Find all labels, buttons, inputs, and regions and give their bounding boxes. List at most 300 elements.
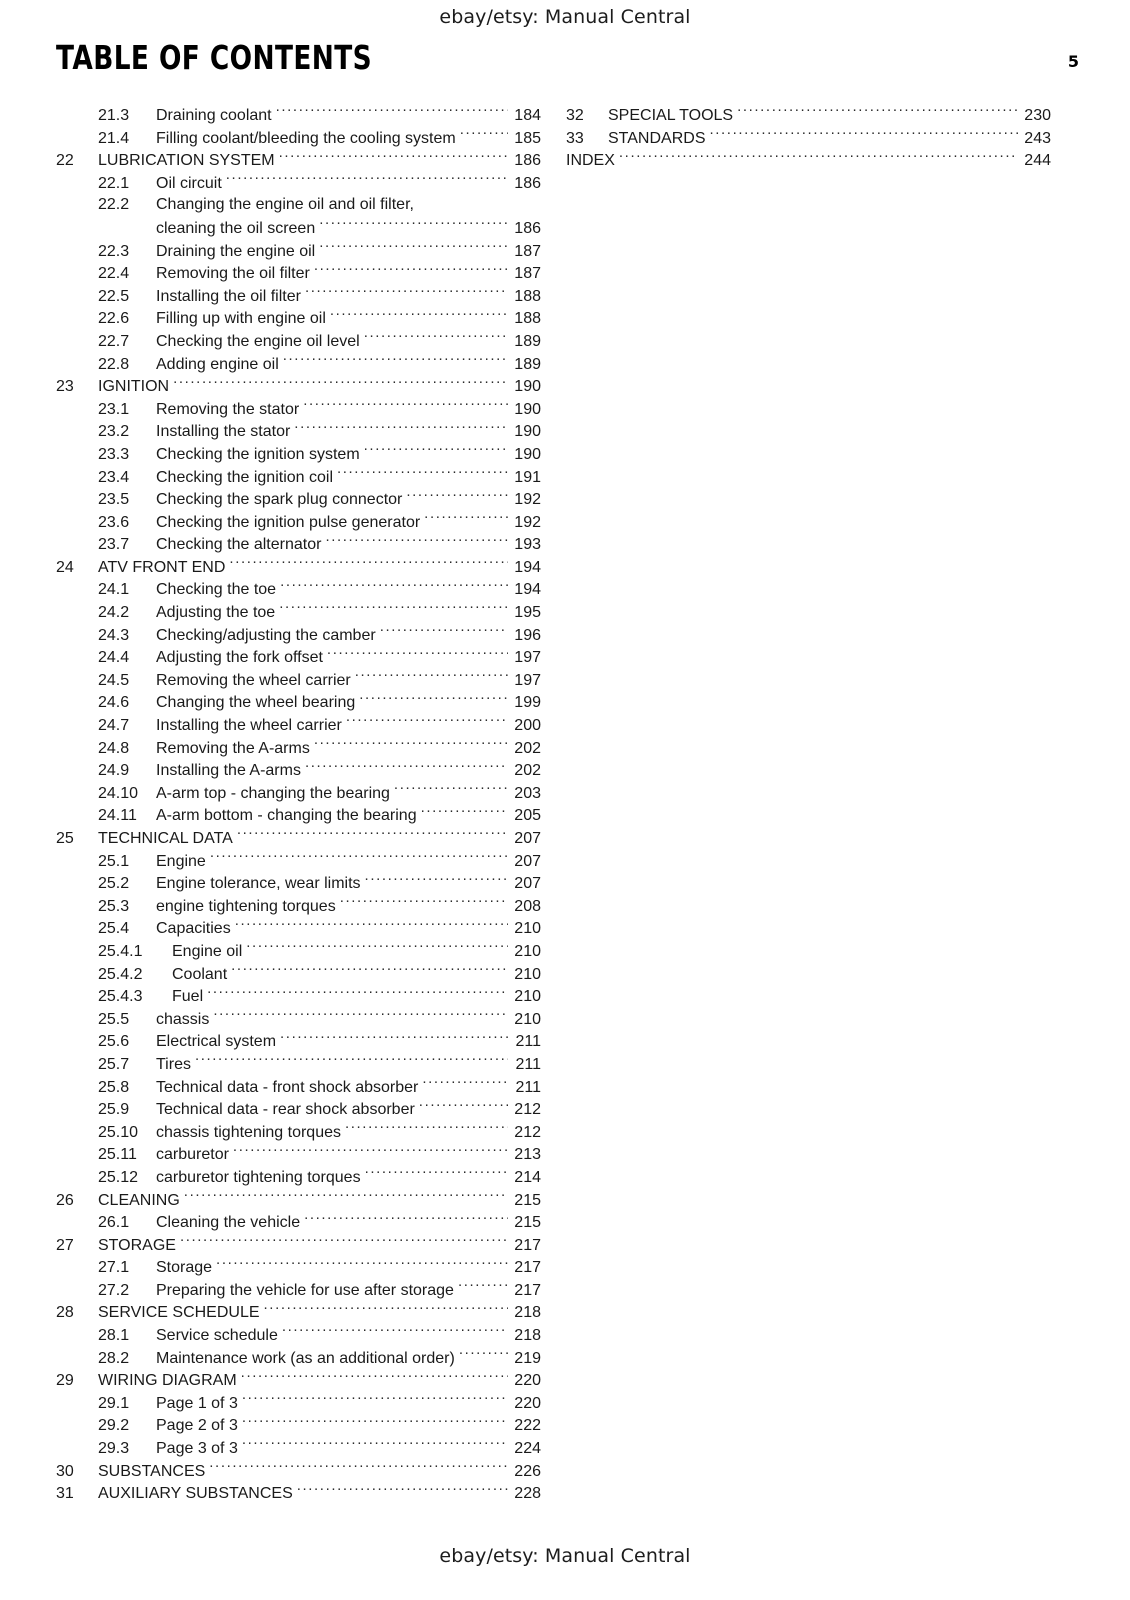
watermark-footer: ebay/etsy: Manual Central — [439, 1545, 691, 1567]
toc-entry-page: 194 — [514, 558, 541, 576]
toc-entry-number: 23.4 — [98, 468, 130, 486]
toc-entry-number: 25.10 — [98, 1123, 139, 1141]
toc-entry-label: Changing the engine oil and oil filter, — [156, 196, 414, 214]
toc-entry-number: 22.8 — [98, 355, 130, 373]
toc-entry-page: 213 — [514, 1146, 541, 1164]
dot-leader — [394, 782, 508, 798]
dot-leader — [325, 533, 508, 549]
toc-entry-label: Engine tolerance, wear limits — [156, 875, 361, 893]
toc-entry[interactable] — [56, 511, 541, 534]
toc-entry-label: Electrical system — [156, 1033, 277, 1051]
toc-column-right — [566, 104, 1051, 172]
toc-entry-number: 32 — [566, 107, 584, 124]
toc-entry-page: 202 — [514, 739, 541, 757]
dot-leader — [195, 1053, 508, 1069]
toc-entry-label: TECHNICAL DATA — [98, 830, 233, 847]
dot-leader — [365, 872, 508, 888]
toc-entry-page: 211 — [515, 1033, 541, 1051]
toc-entry-label: Filling up with engine oil — [156, 310, 326, 328]
toc-entry-number: 26 — [56, 1191, 74, 1209]
toc-entry[interactable] — [56, 646, 541, 669]
toc-entry-number: 25.8 — [98, 1078, 130, 1096]
dot-leader — [380, 624, 508, 640]
toc-entry-page: 220 — [514, 1394, 541, 1412]
toc-entry-number: 21.4 — [98, 129, 130, 147]
toc-entry-page: 193 — [514, 536, 541, 554]
toc-entry-label: Capacities — [156, 920, 231, 938]
dot-leader — [406, 488, 508, 504]
toc-entry-page: 244 — [1024, 152, 1051, 170]
dot-leader — [364, 443, 508, 459]
toc-entry-number: 25.11 — [98, 1146, 137, 1164]
toc-column-left — [56, 104, 541, 1505]
toc-entry-number: 29 — [56, 1372, 74, 1390]
toc-entry-number: 24.9 — [98, 762, 130, 780]
dot-leader — [314, 737, 508, 753]
toc-entry[interactable] — [56, 1482, 541, 1505]
toc-entry[interactable] — [56, 895, 541, 918]
toc-entry-label: Technical data - front shock absorber — [156, 1078, 419, 1096]
toc-entry-number: 22.7 — [98, 332, 130, 350]
toc-entry-page: 192 — [514, 491, 541, 509]
toc-entry[interactable] — [56, 1256, 541, 1279]
dot-leader — [359, 691, 508, 707]
toc-entry[interactable] — [56, 578, 541, 601]
toc-entry-label: Draining the engine oil — [156, 242, 316, 260]
dot-leader — [619, 149, 1018, 165]
toc-entry[interactable] — [56, 1166, 541, 1189]
toc-entry-number: 25.4.1 — [98, 942, 143, 960]
toc-entry[interactable] — [56, 1121, 541, 1144]
toc-entry[interactable] — [56, 624, 541, 647]
toc-entry-number: 22 — [56, 152, 74, 170]
toc-entry-label: Installing the stator — [156, 423, 291, 441]
toc-entry[interactable] — [56, 1053, 541, 1076]
toc-entry[interactable] — [56, 804, 541, 827]
toc-entry-label: LUBRICATION SYSTEM — [98, 152, 275, 170]
toc-entry-number: 25.4.2 — [98, 965, 143, 983]
toc-entry-label: Cleaning the vehicle — [156, 1214, 301, 1232]
toc-entry-label: Filling coolant/bleeding the cooling system — [156, 129, 456, 147]
dot-leader — [364, 330, 508, 346]
toc-entry-number: 28.1 — [98, 1327, 130, 1345]
toc-entry[interactable] — [56, 827, 541, 850]
dot-leader — [246, 940, 508, 956]
toc-entry-number: 23 — [56, 378, 74, 396]
toc-entry-number: 24.11 — [98, 807, 137, 825]
dot-leader — [210, 850, 508, 866]
toc-entry-label: engine tightening torques — [156, 897, 336, 915]
toc-entry-number: 25.9 — [98, 1101, 130, 1119]
toc-entry-number: 25.3 — [98, 897, 130, 915]
dot-leader — [319, 240, 508, 256]
toc-entry-number: 26.1 — [98, 1214, 130, 1232]
toc-entry[interactable] — [56, 601, 541, 624]
toc-entry-page: 190 — [514, 400, 541, 418]
toc-entry-label: SUBSTANCES — [98, 1462, 206, 1480]
toc-entry-label: carburetor tightening torques — [156, 1168, 361, 1186]
toc-entry-page: 215 — [514, 1191, 541, 1209]
toc-entry-number: 21.3 — [98, 107, 130, 124]
toc-entry-number: 23.5 — [98, 491, 130, 509]
dot-leader — [237, 827, 508, 843]
toc-entry-page: 222 — [514, 1417, 541, 1435]
toc-entry[interactable] — [56, 1008, 541, 1031]
dot-leader — [340, 895, 508, 911]
dot-leader — [458, 1279, 508, 1295]
dot-leader — [305, 285, 508, 301]
toc-entry[interactable] — [56, 1460, 541, 1483]
toc-entry-label: STANDARDS — [608, 129, 706, 147]
toc-entry[interactable] — [56, 398, 541, 421]
toc-entry[interactable] — [566, 127, 1051, 150]
dot-leader — [345, 1121, 508, 1137]
toc-entry-page: 202 — [514, 762, 541, 780]
toc-entry-label: SPECIAL TOOLS — [608, 107, 734, 124]
toc-entry[interactable] — [566, 149, 1051, 172]
toc-entry-number: 22.1 — [98, 174, 130, 192]
dot-leader — [233, 1143, 508, 1159]
toc-entry-number: 25.4.3 — [98, 988, 143, 1006]
toc-entry[interactable] — [56, 420, 541, 443]
toc-entry[interactable] — [56, 353, 541, 376]
toc-entry[interactable] — [56, 691, 541, 714]
toc-entry-page: 203 — [514, 784, 541, 802]
dot-leader — [279, 149, 508, 165]
toc-entry-label: Adding engine oil — [156, 355, 279, 373]
toc-entry[interactable] — [56, 285, 541, 308]
toc-entry-label: chassis — [156, 1010, 210, 1028]
toc-entry-page: 191 — [514, 468, 541, 486]
toc-entry-page: 192 — [514, 513, 541, 531]
toc-entry-label: Adjusting the toe — [156, 604, 276, 622]
toc-entry-label: ATV FRONT END — [98, 558, 226, 576]
toc-entry-page: 212 — [514, 1123, 541, 1141]
toc-entry-label: Engine oil — [172, 942, 243, 960]
dot-leader — [337, 466, 508, 482]
toc-entry-number: 27.1 — [98, 1259, 130, 1277]
toc-entry-number: 30 — [56, 1462, 74, 1480]
toc-entry-number: 24.1 — [98, 581, 130, 599]
toc-entry[interactable] — [56, 1279, 541, 1302]
toc-entry-label: Changing the wheel bearing — [156, 694, 356, 712]
dot-leader — [235, 917, 508, 933]
page-number: 5 — [1067, 52, 1079, 71]
toc-entry[interactable] — [56, 104, 541, 127]
toc-entry[interactable] — [56, 1030, 541, 1053]
toc-entry[interactable] — [56, 917, 541, 940]
toc-entry-label: Installing the wheel carrier — [156, 717, 342, 735]
toc-entry-page: 186 — [514, 174, 541, 192]
dot-leader — [213, 1008, 508, 1024]
toc-entry-page: 199 — [514, 694, 541, 712]
toc-entry-number: 25.6 — [98, 1033, 130, 1051]
toc-entry-number: 23.7 — [98, 536, 130, 554]
toc-entry-label: Installing the A-arms — [156, 762, 301, 780]
toc-entry-page: 210 — [514, 920, 541, 938]
dot-leader — [279, 601, 508, 617]
toc-entry[interactable] — [56, 963, 541, 986]
toc-entry-number: 23.2 — [98, 423, 130, 441]
dot-leader — [303, 398, 508, 414]
dot-leader — [276, 104, 508, 120]
watermark-header: ebay/etsy: Manual Central — [439, 6, 691, 28]
toc-entry-page: 186 — [514, 219, 541, 237]
dot-leader — [305, 759, 508, 775]
toc-entry-label: Checking the engine oil level — [156, 332, 360, 350]
toc-entry-label: Page 3 of 3 — [156, 1440, 238, 1458]
toc-entry-number: 27.2 — [98, 1281, 130, 1299]
toc-entry-number: 24 — [56, 558, 74, 576]
toc-entry[interactable] — [56, 1347, 541, 1370]
toc-entry[interactable] — [56, 194, 541, 239]
dot-leader — [242, 1392, 508, 1408]
toc-entry-page: 200 — [514, 717, 541, 735]
toc-entry[interactable] — [566, 104, 1051, 127]
dot-leader — [216, 1256, 508, 1272]
toc-entry-page: 210 — [514, 965, 541, 983]
toc-entry-page: 189 — [514, 332, 541, 350]
dot-leader — [327, 646, 508, 662]
toc-entry[interactable] — [56, 714, 541, 737]
toc-entry-page: 195 — [514, 604, 541, 622]
toc-entry-number: 24.10 — [98, 784, 139, 802]
toc-entry-page: 226 — [514, 1462, 541, 1480]
dot-leader — [314, 262, 508, 278]
dot-leader — [365, 1166, 508, 1182]
toc-entry-label: Tires — [156, 1055, 191, 1073]
toc-entry-page: 217 — [514, 1259, 541, 1277]
toc-entry-label: Checking the ignition pulse generator — [156, 513, 421, 531]
toc-entry-page: 220 — [514, 1372, 541, 1390]
toc-entry-page: 243 — [1024, 129, 1051, 147]
toc-entry-number: 28 — [56, 1304, 74, 1322]
toc-entry-label: Removing the stator — [156, 400, 300, 418]
toc-entry-label: A-arm top - changing the bearing — [156, 784, 390, 802]
dot-leader — [280, 578, 508, 594]
toc-entry[interactable] — [56, 1143, 541, 1166]
toc-entry-number: 24.6 — [98, 694, 130, 712]
toc-entry[interactable] — [56, 1392, 541, 1415]
dot-leader — [297, 1482, 508, 1498]
dot-leader — [180, 1234, 508, 1250]
toc-entry-number: 25.4 — [98, 920, 130, 938]
toc-entry-page: 190 — [514, 445, 541, 463]
dot-leader — [422, 1076, 508, 1092]
toc-entry-label: IGNITION — [98, 378, 170, 396]
dot-leader — [231, 963, 508, 979]
dot-leader — [209, 1460, 508, 1476]
toc-entry-number: 24.2 — [98, 604, 130, 622]
toc-entry-label: Checking the spark plug connector — [156, 491, 403, 509]
toc-entry-page: 228 — [514, 1485, 541, 1503]
toc-entry[interactable] — [56, 1324, 541, 1347]
toc-entry-label: Removing the oil filter — [156, 265, 310, 283]
toc-entry-label: Maintenance work (as an additional order) — [156, 1349, 455, 1367]
toc-entry-number: 23.3 — [98, 445, 130, 463]
dot-leader — [459, 1347, 508, 1363]
toc-entry-page: 188 — [514, 310, 541, 328]
toc-entry[interactable] — [56, 172, 541, 195]
toc-entry[interactable] — [56, 669, 541, 692]
toc-entry-label: A-arm bottom - changing the bearing — [156, 807, 417, 825]
toc-entry[interactable] — [56, 1098, 541, 1121]
dot-leader — [241, 1369, 508, 1385]
toc-entry-label: Checking/adjusting the camber — [156, 626, 376, 644]
toc-entry-label: Checking the ignition system — [156, 445, 360, 463]
toc-entry-label: Preparing the vehicle for use after storage — [156, 1281, 454, 1299]
dot-leader — [282, 1324, 508, 1340]
toc-entry-number: 24.4 — [98, 649, 130, 667]
toc-entry[interactable] — [56, 466, 541, 489]
toc-entry-label: Fuel — [172, 988, 204, 1006]
dot-leader — [460, 127, 508, 143]
toc-entry-number: 22.2 — [98, 196, 130, 214]
toc-entry[interactable] — [56, 240, 541, 263]
dot-leader — [280, 1030, 508, 1046]
toc-entry-number: 27 — [56, 1236, 74, 1254]
toc-entry[interactable] — [56, 262, 541, 285]
toc-entry[interactable] — [56, 127, 541, 150]
toc-entry-number: 25.5 — [98, 1010, 130, 1028]
toc-entry-page: 208 — [514, 897, 541, 915]
toc-entry-number: 22.4 — [98, 265, 130, 283]
toc-entry-number: 25.7 — [98, 1055, 130, 1073]
toc-entry[interactable] — [56, 940, 541, 963]
toc-entry[interactable] — [56, 1189, 541, 1212]
toc-entry[interactable] — [56, 330, 541, 353]
toc-entry-number: 28.2 — [98, 1349, 130, 1367]
toc-entry[interactable] — [56, 1414, 541, 1437]
dot-leader — [319, 217, 508, 233]
toc-entry-page: 217 — [514, 1236, 541, 1254]
toc-entry-page: 210 — [514, 1010, 541, 1028]
toc-entry-label: AUXILIARY SUBSTANCES — [98, 1485, 293, 1503]
toc-entry-label: Page 1 of 3 — [156, 1394, 238, 1412]
toc-entry-label: Adjusting the fork offset — [156, 649, 323, 667]
page-title: TABLE OF CONTENTS — [56, 38, 373, 77]
toc-entry[interactable] — [56, 985, 541, 1008]
toc-entry[interactable] — [56, 1369, 541, 1392]
dot-leader — [242, 1437, 508, 1453]
dot-leader — [229, 556, 508, 572]
toc-entry[interactable] — [56, 533, 541, 556]
toc-entry[interactable] — [56, 850, 541, 873]
toc-entry[interactable] — [56, 443, 541, 466]
toc-entry-number: 24.7 — [98, 717, 130, 735]
toc-entry-page: 187 — [514, 242, 541, 260]
toc-entry-page: 211 — [515, 1078, 541, 1096]
toc-entry-label-continued: cleaning the oil screen — [156, 219, 316, 237]
toc-entry[interactable] — [56, 1234, 541, 1257]
toc-entry[interactable] — [56, 759, 541, 782]
toc-entry-number: 22.5 — [98, 287, 130, 305]
toc-entry-label: Checking the alternator — [156, 536, 322, 554]
toc-entry[interactable] — [56, 737, 541, 760]
toc-entry-label: Page 2 of 3 — [156, 1417, 238, 1435]
toc-entry[interactable] — [56, 1076, 541, 1099]
toc-entry-page: 190 — [514, 378, 541, 396]
toc-entry-page: 217 — [514, 1281, 541, 1299]
toc-entry[interactable] — [56, 149, 541, 172]
toc-entry-number: 25 — [56, 830, 74, 847]
toc-entry-number: 29.1 — [98, 1394, 130, 1412]
dot-leader — [330, 307, 508, 323]
toc-entry-page: 219 — [514, 1349, 541, 1367]
toc-entry-page: 194 — [514, 581, 541, 599]
dot-leader — [173, 375, 508, 391]
toc-entry-page: 211 — [515, 1055, 541, 1073]
toc-entry-page: 212 — [514, 1101, 541, 1119]
toc-entry-page: 207 — [514, 852, 541, 870]
toc-entry-page: 218 — [514, 1327, 541, 1345]
toc-entry-label: Coolant — [172, 965, 228, 983]
dot-leader — [346, 714, 508, 730]
toc-entry-page: 188 — [514, 287, 541, 305]
toc-entry-page: 189 — [514, 355, 541, 373]
toc-entry-page: 187 — [514, 265, 541, 283]
dot-leader — [355, 669, 508, 685]
toc-entry-label: STORAGE — [98, 1236, 176, 1254]
toc-entry[interactable] — [56, 782, 541, 805]
toc-entry-label: Draining coolant — [156, 107, 272, 124]
dot-leader — [294, 420, 508, 436]
toc-entry-number: 24.8 — [98, 739, 130, 757]
toc-entry-page: 205 — [514, 807, 541, 825]
toc-entry-number: 25.1 — [98, 852, 130, 870]
toc-entry-label: Service schedule — [156, 1327, 278, 1345]
toc-entry-page: 184 — [514, 107, 541, 124]
toc-entry[interactable] — [56, 307, 541, 330]
toc-entry-page: 190 — [514, 423, 541, 441]
toc-entry-page: 186 — [514, 152, 541, 170]
toc-entry[interactable] — [56, 488, 541, 511]
toc-entry-number: 24.5 — [98, 671, 130, 689]
dot-leader — [283, 353, 508, 369]
toc-entry-label: chassis tightening torques — [156, 1123, 341, 1141]
toc-entry[interactable] — [56, 556, 541, 579]
toc-entry-page: 215 — [514, 1214, 541, 1232]
toc-entry[interactable] — [56, 1301, 541, 1324]
title-row — [56, 38, 1079, 80]
toc-entry-label: carburetor — [156, 1146, 229, 1164]
toc-entry-label: WIRING DIAGRAM — [98, 1372, 237, 1390]
toc-entry[interactable] — [56, 1437, 541, 1460]
toc-entry-number: 31 — [56, 1485, 74, 1503]
dot-leader — [421, 804, 508, 820]
toc-entry-label: Installing the oil filter — [156, 287, 301, 305]
toc-entry[interactable] — [56, 872, 541, 895]
toc-entry-page: 224 — [514, 1440, 541, 1458]
toc-entry-label: Oil circuit — [156, 174, 222, 192]
dot-leader — [419, 1098, 508, 1114]
toc-entry[interactable] — [56, 375, 541, 398]
toc-entry-label: Removing the A-arms — [156, 739, 310, 757]
toc-entry[interactable] — [56, 1211, 541, 1234]
toc-entry-number: 23.6 — [98, 513, 130, 531]
toc-entry-page: 218 — [514, 1304, 541, 1322]
toc-entry-label: Checking the ignition coil — [156, 468, 333, 486]
toc-entry-page: 230 — [1024, 107, 1051, 124]
toc-entry-number: 29.2 — [98, 1417, 130, 1435]
toc-entry-number: 23.1 — [98, 400, 130, 418]
toc-entry-label: Technical data - rear shock absorber — [156, 1101, 415, 1119]
toc-entry-number: 22.3 — [98, 242, 130, 260]
dot-leader — [737, 104, 1018, 120]
dot-leader — [207, 985, 508, 1001]
dot-leader — [226, 172, 508, 188]
toc-entry-number: 33 — [566, 129, 584, 147]
